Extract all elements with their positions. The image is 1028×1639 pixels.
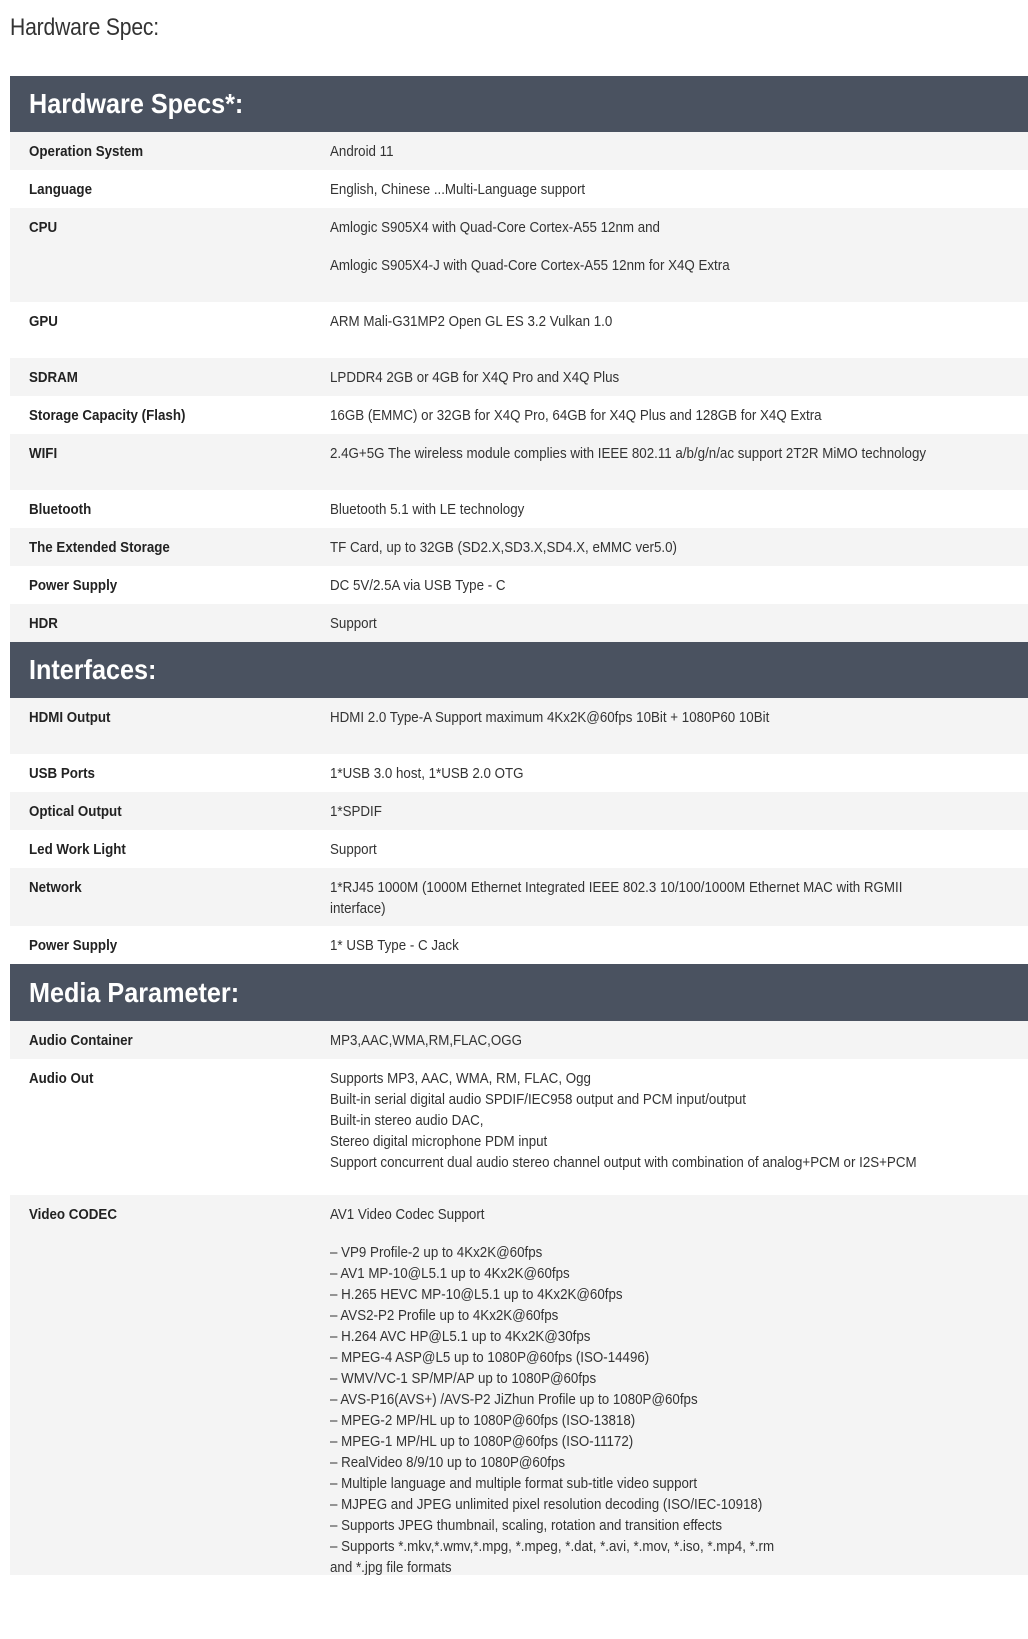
spec-label: WIFI	[29, 446, 58, 462]
spec-value	[330, 218, 928, 277]
spec-value-line: – H.264 AVC HP@L5.1 up to 4Kx2K@30fps	[330, 1329, 591, 1345]
spec-value-line: – Supports *.mkv,*.wmv,*.mpg, *.mpeg, *.dat, *.avi, *.mov, *.iso, *.mp4, *.rm	[330, 1539, 775, 1555]
spec-value-line: – WMV/VC-1 SP/MP/AP up to 1080P@60fps	[330, 1371, 597, 1387]
spec-label: Audio Container	[29, 1033, 133, 1049]
spec-row	[10, 698, 1028, 754]
spec-value-line: 1*SPDIF	[330, 804, 382, 820]
spec-value	[330, 312, 928, 333]
spec-row	[10, 868, 1028, 926]
spec-table	[10, 76, 1028, 1575]
page-heading: Hardware Spec:	[10, 14, 159, 41]
spec-label: Optical Output	[29, 804, 122, 820]
spec-value-line: 16GB (EMMC) or 32GB for X4Q Pro, 64GB for X4Q Plus and 128GB for X4Q Extra	[330, 408, 822, 424]
section-header	[10, 964, 1028, 1021]
section-title: Hardware Specs*:	[29, 88, 244, 119]
spec-value-line: HDMI 2.0 Type-A Support maximum 4Kx2K@60fps 10Bit + 1080P60 10Bit	[330, 710, 770, 726]
spec-row	[10, 926, 1028, 964]
spec-row	[10, 396, 1028, 434]
spec-value	[330, 764, 928, 785]
spec-value-line: – AVS-P16(AVS+) /AVS-P2 JiZhun Profile up to 1080P@60fps	[330, 1392, 698, 1408]
spec-row	[10, 792, 1028, 830]
spec-value	[330, 180, 928, 201]
spec-label: Power Supply	[29, 578, 118, 594]
spec-value-line: Built-in serial digital audio SPDIF/IEC958 output and PCM input/output	[330, 1092, 746, 1108]
spec-row	[10, 1195, 1028, 1575]
spec-value	[330, 538, 928, 559]
spec-value-line: – MPEG-2 MP/HL up to 1080P@60fps (ISO-13818)	[330, 1413, 636, 1429]
spec-row	[10, 528, 1028, 566]
spec-row	[10, 434, 1028, 490]
spec-value	[330, 1205, 928, 1579]
spec-label: Video CODEC	[29, 1207, 117, 1223]
spec-value	[330, 406, 928, 427]
spec-label: Operation System	[29, 144, 144, 160]
spec-row	[10, 1021, 1028, 1059]
spec-value-line: ARM Mali-G31MP2 Open GL ES 3.2 Vulkan 1.0	[330, 314, 613, 330]
spec-value-line: Android 11	[330, 144, 394, 160]
spec-row	[10, 830, 1028, 868]
section-header	[10, 76, 1028, 132]
spec-value-line: 1*USB 3.0 host, 1*USB 2.0 OTG	[330, 766, 524, 782]
spec-row	[10, 302, 1028, 358]
spec-label: Audio Out	[29, 1071, 94, 1087]
spec-value-line: Stereo digital microphone PDM input	[330, 1134, 548, 1150]
spec-label: HDR	[29, 616, 58, 632]
spec-value	[330, 1069, 928, 1174]
spec-label: GPU	[29, 314, 58, 330]
spec-row	[10, 1059, 1028, 1195]
spec-value	[330, 1031, 928, 1052]
spec-label: CPU	[29, 220, 58, 236]
spec-value	[330, 500, 928, 521]
spec-row	[10, 754, 1028, 792]
spec-value-line: – VP9 Profile-2 up to 4Kx2K@60fps	[330, 1245, 543, 1261]
spec-value-line: – MPEG-1 MP/HL up to 1080P@60fps (ISO-11172)	[330, 1434, 634, 1450]
spec-value	[330, 802, 928, 823]
spec-row	[10, 604, 1028, 642]
spec-value	[330, 576, 928, 597]
spec-label: SDRAM	[29, 370, 78, 386]
spec-value-line: – AVS2-P2 Profile up to 4Kx2K@60fps	[330, 1308, 559, 1324]
spec-value	[330, 708, 928, 729]
spec-value	[330, 840, 928, 861]
spec-label: USB Ports	[29, 766, 95, 782]
spec-value	[330, 444, 928, 465]
spec-value-line: – AV1 MP-10@L5.1 up to 4Kx2K@60fps	[330, 1266, 570, 1282]
spec-value-line: and *.jpg file formats	[330, 1560, 452, 1576]
section-header	[10, 642, 1028, 698]
spec-label: The Extended Storage	[29, 540, 170, 556]
spec-value-line: Support	[330, 616, 377, 632]
spec-value	[330, 142, 928, 163]
spec-value-line: DC 5V/2.5A via USB Type - C	[330, 578, 506, 594]
spec-value-line: 2.4G+5G The wireless module complies with IEEE 802.11 a/b/g/n/ac support 2T2R MiMO technology	[330, 446, 927, 462]
spec-row	[10, 490, 1028, 528]
spec-value-line: 1*RJ45 1000M (1000M Ethernet Integrated IEEE 802.3 10/100/1000M Ethernet MAC with RGMII interface)	[330, 880, 903, 917]
spec-value	[330, 368, 928, 389]
spec-value-line: Bluetooth 5.1 with LE technology	[330, 502, 525, 518]
spec-value-line: MP3,AAC,WMA,RM,FLAC,OGG	[330, 1033, 522, 1049]
section-title: Media Parameter:	[29, 976, 240, 1008]
spec-row	[10, 566, 1028, 604]
spec-row	[10, 358, 1028, 396]
line-spacer	[330, 239, 928, 256]
spec-value-line: – MJPEG and JPEG unlimited pixel resolution decoding (ISO/IEC-10918)	[330, 1497, 763, 1513]
spec-value-line: English, Chinese ...Multi-Language support	[330, 182, 586, 198]
spec-value-line: Support concurrent dual audio stereo channel output with combination of analog+PCM or I2S+PCM	[330, 1155, 917, 1171]
spec-value-line: TF Card, up to 32GB (SD2.X,SD3.X,SD4.X, eMMC ver5.0)	[330, 540, 677, 556]
spec-value-line: Support	[330, 842, 377, 858]
spec-label: Bluetooth	[29, 502, 92, 518]
spec-value	[330, 614, 928, 635]
line-spacer	[330, 1226, 928, 1243]
spec-value-line: LPDDR4 2GB or 4GB for X4Q Pro and X4Q Plus	[330, 370, 620, 386]
spec-label: Storage Capacity (Flash)	[29, 408, 186, 424]
spec-value	[330, 878, 928, 920]
section-title: Interfaces:	[29, 654, 157, 685]
spec-value	[330, 936, 928, 957]
spec-value-line: AV1 Video Codec Support	[330, 1207, 485, 1223]
spec-row	[10, 132, 1028, 170]
spec-row	[10, 208, 1028, 302]
spec-row	[10, 170, 1028, 208]
spec-value-line: – Multiple language and multiple format sub-title video support	[330, 1476, 698, 1492]
spec-value-line: 1* USB Type - C Jack	[330, 938, 459, 954]
spec-label: Network	[29, 880, 82, 896]
spec-value-line: – RealVideo 8/9/10 up to 1080P@60fps	[330, 1455, 566, 1471]
spec-label: HDMI Output	[29, 710, 111, 726]
spec-label: Language	[29, 182, 93, 198]
spec-value-line: – MPEG-4 ASP@L5 up to 1080P@60fps (ISO-14496)	[330, 1350, 650, 1366]
spec-value-line: – H.265 HEVC MP-10@L5.1 up to 4Kx2K@60fps	[330, 1287, 623, 1303]
spec-value-line: – Supports JPEG thumbnail, scaling, rotation and transition effects	[330, 1518, 723, 1534]
spec-value-line: Built-in stereo audio DAC,	[330, 1113, 484, 1129]
spec-label: Power Supply	[29, 938, 118, 954]
spec-value-line: Supports MP3, AAC, WMA, RM, FLAC, Ogg	[330, 1071, 591, 1087]
spec-value-line: Amlogic S905X4 with Quad-Core Cortex-A55 12nm and	[330, 220, 660, 236]
spec-label: Led Work Light	[29, 842, 126, 858]
spec-value-line: Amlogic S905X4-J with Quad-Core Cortex-A55 12nm for X4Q Extra	[330, 258, 730, 274]
